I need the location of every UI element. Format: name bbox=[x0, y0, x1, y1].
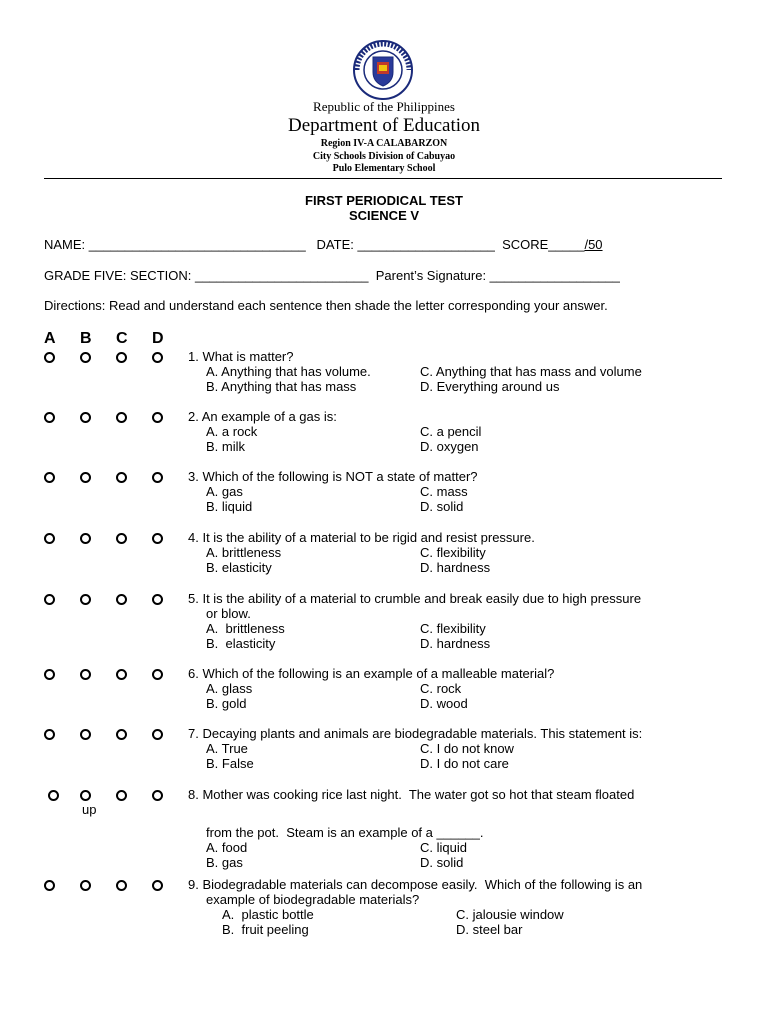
answer-bubble-b[interactable] bbox=[80, 472, 91, 483]
answer-bubble-a[interactable] bbox=[44, 729, 55, 740]
republic-line: Republic of the Philippines bbox=[313, 99, 455, 114]
option-b[interactable]: B. elasticity bbox=[206, 560, 272, 575]
answer-bubble-d[interactable] bbox=[152, 533, 163, 544]
directions: Directions: Read and understand each sentence then shade the letter corresponding your answer. bbox=[44, 298, 608, 313]
question-text: 4. It is the ability of a material to be rigid and resist pressure. bbox=[188, 530, 535, 545]
option-d[interactable]: D. solid bbox=[420, 855, 464, 870]
option-c[interactable]: C. liquid bbox=[420, 840, 467, 855]
answer-bubble-d[interactable] bbox=[152, 880, 163, 891]
answer-bubble-b[interactable] bbox=[80, 880, 91, 891]
date-field[interactable]: DATE: ___________________ bbox=[316, 237, 495, 252]
answer-bubble-b[interactable] bbox=[80, 412, 91, 423]
answer-bubble-a[interactable] bbox=[44, 880, 55, 891]
region-line: Region IV-A CALABARZON bbox=[320, 138, 448, 149]
answer-bubble-b[interactable] bbox=[80, 352, 91, 363]
answer-bubble-d[interactable] bbox=[152, 790, 163, 801]
answer-bubble-d[interactable] bbox=[152, 669, 163, 680]
option-c[interactable]: C. I do not know bbox=[420, 741, 514, 756]
question-text: 8. Mother was cooking rice last night. The water got so hot that steam floated bbox=[188, 787, 635, 802]
answer-bubble-c[interactable] bbox=[116, 412, 127, 423]
answer-bubble-a[interactable] bbox=[44, 594, 55, 605]
answer-bubble-c[interactable] bbox=[116, 880, 127, 891]
question-text: 5. It is the ability of a material to crumble and break easily due to high pressure bbox=[188, 591, 642, 606]
score-field[interactable]: SCORE_____ bbox=[502, 237, 585, 252]
grade-parent-row bbox=[44, 268, 620, 283]
question-text: 6. Which of the following is an example of a malleable material? bbox=[188, 666, 555, 681]
answer-bubble-b[interactable] bbox=[80, 669, 91, 680]
answer-bubble-d[interactable] bbox=[152, 412, 163, 423]
option-d[interactable]: D. wood bbox=[420, 696, 468, 711]
answer-bubble-b[interactable] bbox=[80, 533, 91, 544]
question-text: or blow. bbox=[206, 606, 251, 621]
answer-bubble-c[interactable] bbox=[116, 790, 127, 801]
question-text: 1. What is matter? bbox=[188, 349, 294, 364]
option-c[interactable]: C. flexibility bbox=[420, 545, 486, 560]
answer-bubble-a[interactable] bbox=[44, 533, 55, 544]
test-title: FIRST PERIODICAL TEST bbox=[305, 193, 463, 208]
question-text: up bbox=[82, 802, 97, 817]
section-field[interactable]: GRADE FIVE: SECTION: ________________________ bbox=[44, 268, 369, 283]
option-d[interactable]: D. Everything around us bbox=[420, 379, 560, 394]
answer-bubble-b[interactable] bbox=[80, 729, 91, 740]
option-d[interactable]: D. steel bar bbox=[456, 922, 523, 937]
option-b[interactable]: B. milk bbox=[206, 439, 245, 454]
option-a[interactable]: A. plastic bottle bbox=[222, 907, 314, 922]
letter-b: B bbox=[80, 330, 92, 347]
answer-bubble-c[interactable] bbox=[116, 594, 127, 605]
option-b[interactable]: B. fruit peeling bbox=[222, 922, 309, 937]
answer-bubble-d[interactable] bbox=[152, 472, 163, 483]
letter-a: A bbox=[44, 330, 56, 347]
question-text: 2. An example of a gas is: bbox=[188, 409, 337, 424]
question-text: example of biodegradable materials? bbox=[206, 892, 420, 907]
option-b[interactable]: B. False bbox=[206, 756, 254, 771]
test-subject: SCIENCE V bbox=[348, 208, 420, 223]
option-a[interactable]: A. food bbox=[206, 840, 248, 855]
name-field[interactable]: NAME: ______________________________ bbox=[44, 237, 306, 252]
question-text: 7. Decaying plants and animals are biodegradable materials. This statement is: bbox=[188, 726, 643, 741]
question-text: 9. Biodegradable materials can decompose easily. Which of the following is an bbox=[188, 877, 643, 892]
school-line: Pulo Elementary School bbox=[332, 163, 436, 174]
option-c[interactable]: C. rock bbox=[420, 681, 462, 696]
option-b[interactable]: B. gas bbox=[206, 855, 243, 870]
letter-d: D bbox=[152, 330, 164, 347]
option-a[interactable]: A. Anything that has volume. bbox=[206, 364, 371, 379]
question-text: 3. Which of the following is NOT a state of matter? bbox=[188, 469, 478, 484]
answer-bubble-a[interactable] bbox=[44, 472, 55, 483]
department-title: Department of Education bbox=[287, 115, 481, 136]
answer-bubble-a[interactable] bbox=[44, 412, 55, 423]
option-b[interactable]: B. liquid bbox=[206, 499, 253, 514]
answer-bubble-c[interactable] bbox=[116, 669, 127, 680]
option-d[interactable]: D. solid bbox=[420, 499, 464, 514]
answer-bubble-d[interactable] bbox=[152, 352, 163, 363]
option-a[interactable]: A. True bbox=[206, 741, 248, 756]
answer-bubble-a[interactable] bbox=[44, 352, 55, 363]
question-text: from the pot. Steam is an example of a ______. bbox=[206, 825, 484, 840]
option-b[interactable]: B. elasticity bbox=[206, 636, 276, 651]
answer-bubble-d[interactable] bbox=[152, 594, 163, 605]
option-a[interactable]: A. gas bbox=[206, 484, 243, 499]
option-d[interactable]: D. oxygen bbox=[420, 439, 479, 454]
option-c[interactable]: C. Anything that has mass and volume bbox=[420, 364, 642, 379]
option-a[interactable]: A. a rock bbox=[206, 424, 258, 439]
answer-bubble-b[interactable] bbox=[80, 790, 91, 801]
option-d[interactable]: D. hardness bbox=[420, 560, 491, 575]
answer-bubble-c[interactable] bbox=[116, 729, 127, 740]
option-d[interactable]: D. I do not care bbox=[420, 756, 509, 771]
letter-c: C bbox=[116, 330, 128, 347]
score-total: /50 bbox=[584, 237, 603, 252]
answer-bubble-c[interactable] bbox=[116, 533, 127, 544]
answer-bubble-c[interactable] bbox=[116, 352, 127, 363]
name-date-score-row bbox=[44, 237, 603, 252]
option-b[interactable]: B. gold bbox=[206, 696, 247, 711]
deped-seal bbox=[343, 40, 423, 100]
option-b[interactable]: B. Anything that has mass bbox=[206, 379, 357, 394]
answer-bubble-a[interactable] bbox=[44, 669, 55, 680]
division-line: City Schools Division of Cabuyao bbox=[312, 151, 456, 162]
header-divider bbox=[44, 178, 722, 179]
option-a[interactable]: A. glass bbox=[206, 681, 253, 696]
answer-bubble-a[interactable] bbox=[48, 790, 59, 801]
answer-bubble-c[interactable] bbox=[116, 472, 127, 483]
option-c[interactable]: C. flexibility bbox=[420, 621, 486, 636]
option-c[interactable]: C. jalousie window bbox=[456, 907, 564, 922]
answer-bubble-b[interactable] bbox=[80, 594, 91, 605]
option-c[interactable]: C. mass bbox=[420, 484, 468, 499]
parent-signature-field[interactable]: Parent’s Signature: __________________ bbox=[375, 268, 620, 283]
answer-bubble-d[interactable] bbox=[152, 729, 163, 740]
option-a[interactable]: A. brittleness bbox=[206, 621, 285, 636]
option-a[interactable]: A. brittleness bbox=[206, 545, 282, 560]
option-d[interactable]: D. hardness bbox=[420, 636, 491, 651]
option-c[interactable]: C. a pencil bbox=[420, 424, 482, 439]
